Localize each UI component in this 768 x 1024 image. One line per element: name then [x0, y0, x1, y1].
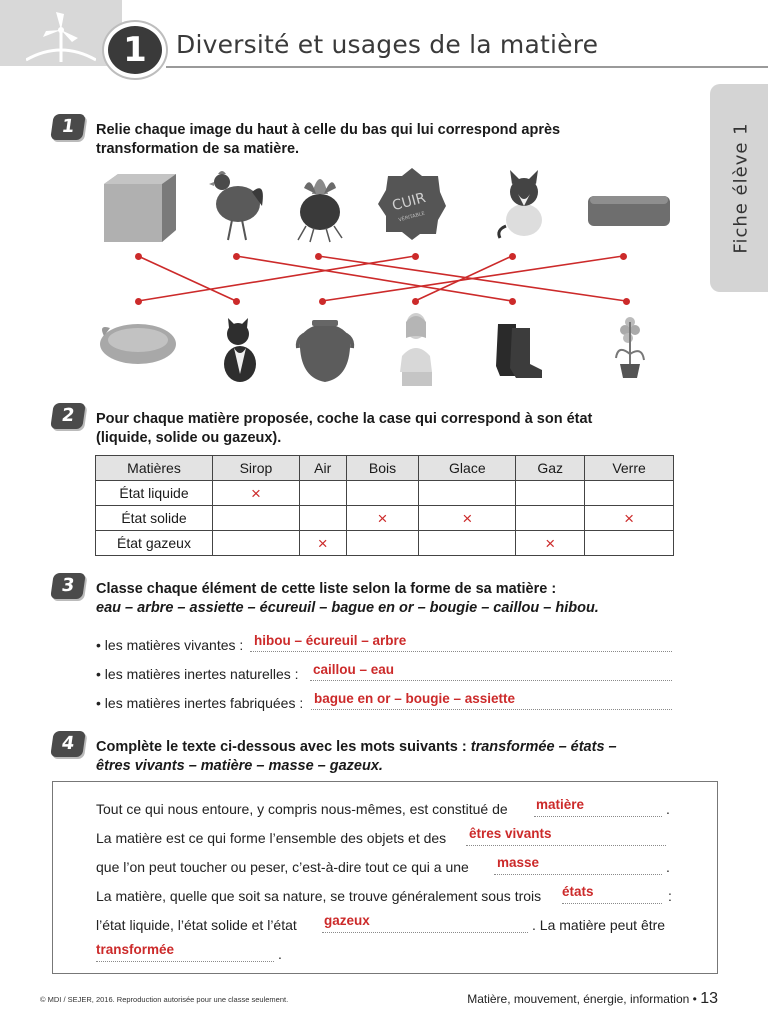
exercise-4-instruction-lead: Complète le texte ci-dessous avec les mots suivants :: [96, 739, 471, 755]
answer-line: [322, 932, 528, 933]
exercise-2-badge: 2: [50, 403, 86, 429]
table-row: [96, 531, 674, 556]
checkbox-cell[interactable]: ×: [346, 506, 419, 531]
leather-label-subtext: VÉRITABLE: [397, 210, 426, 224]
roast-chicken-icon: [98, 316, 180, 368]
checkbox-cell[interactable]: [419, 531, 516, 556]
checkbox-cell[interactable]: [516, 506, 585, 531]
line-end: :: [668, 888, 672, 904]
line-end: .: [278, 946, 282, 962]
answer-etres-vivants[interactable]: êtres vivants: [469, 826, 552, 841]
bottom-link-dot[interactable]: [623, 298, 630, 305]
checkbox-cell[interactable]: ×: [299, 531, 346, 556]
leather-label-text: CUIR: [390, 190, 428, 215]
checkbox-cell[interactable]: [346, 481, 419, 506]
boots-icon: [490, 322, 550, 378]
answer-transformee[interactable]: transformée: [96, 942, 175, 957]
answer-matiere[interactable]: matière: [536, 797, 585, 812]
exercise-4-instruction: [96, 738, 617, 776]
row-label: État gazeux: [96, 531, 213, 556]
checkbox-cell[interactable]: [516, 481, 585, 506]
line-end: .: [666, 859, 670, 875]
line-end: . La matière peut être: [532, 917, 666, 933]
top-link-dot[interactable]: [412, 253, 419, 260]
list-item-natural: • les matières inertes naturelles :: [96, 666, 299, 682]
exercise-4-word-list-a: transformée – états –: [470, 739, 617, 755]
answer-etats[interactable]: états: [562, 884, 594, 899]
checkbox-cell[interactable]: [213, 506, 300, 531]
side-tab-label: Fiche élève 1: [730, 122, 752, 254]
column-header: Glace: [419, 456, 516, 481]
checkbox-cell[interactable]: ×: [213, 481, 300, 506]
checkbox-cell[interactable]: ×: [516, 531, 585, 556]
exercise-1-instruction-line-1: Relie chaque image du haut à celle du bas qui lui correspond après: [96, 122, 561, 138]
footer-bullet: •: [692, 992, 697, 1006]
checkbox-cell[interactable]: [419, 481, 516, 506]
exercise-1-instruction-line-2: transformation de sa matière.: [96, 141, 300, 157]
marble-bust-icon: [394, 312, 440, 388]
row-label: État solide: [96, 506, 213, 531]
column-header: Air: [299, 456, 346, 481]
table-row: [96, 481, 674, 506]
checkbox-cell[interactable]: [585, 531, 674, 556]
bottom-link-dot[interactable]: [412, 298, 419, 305]
matching-line: [138, 256, 236, 301]
column-header: Bois: [346, 456, 419, 481]
checkbox-cell[interactable]: [585, 481, 674, 506]
column-header: Matières: [96, 456, 213, 481]
exercise-4-word-list-b: êtres vivants – matière – masse – gazeux.: [96, 758, 383, 774]
bottom-link-dot[interactable]: [509, 298, 516, 305]
cat-icon: [216, 318, 264, 384]
top-link-dot[interactable]: [509, 253, 516, 260]
states-table: [95, 455, 674, 556]
table-row: [96, 506, 674, 531]
answer-line: [311, 709, 672, 710]
list-item-living: • les matières vivantes :: [96, 637, 244, 653]
bottom-link-dot[interactable]: [233, 298, 240, 305]
paragraph-line: La matière est ce qui forme l’ensemble des objets et des: [96, 830, 447, 846]
bottom-link-dot[interactable]: [135, 298, 142, 305]
checkbox-cell[interactable]: [299, 506, 346, 531]
answer-line: [534, 816, 662, 817]
bottom-link-dot[interactable]: [319, 298, 326, 305]
exercise-1-badge: 1: [50, 114, 86, 140]
exercise-4-instruction-line-1: [96, 738, 617, 757]
top-link-dot[interactable]: [135, 253, 142, 260]
exercise-2-instruction: [96, 410, 592, 448]
answer-manufactured[interactable]: bague en or – bougie – assiette: [314, 691, 516, 706]
exercise-3-badge: 3: [50, 573, 86, 599]
row-label: État liquide: [96, 481, 213, 506]
top-link-dot[interactable]: [620, 253, 627, 260]
page-title: Diversité et usages de la matière: [176, 30, 599, 59]
answer-living[interactable]: hibou – écureuil – arbre: [254, 633, 407, 648]
exercise-3-instruction-line-1: Classe chaque élément de cette liste selon la forme de sa matière :: [96, 581, 557, 597]
answer-natural[interactable]: caillou – eau: [313, 662, 395, 677]
checkbox-cell[interactable]: ×: [585, 506, 674, 531]
potted-flower-icon: [614, 314, 646, 380]
answer-line: [494, 874, 662, 875]
exercise-2-instruction-line-1: Pour chaque matière proposée, coche la case qui correspond à son état: [96, 411, 593, 427]
exercise-3-word-list: eau – arbre – assiette – écureuil – bague en or – bougie – caillou – hibou.: [96, 600, 599, 616]
checkbox-cell[interactable]: ×: [419, 506, 516, 531]
top-link-dot[interactable]: [315, 253, 322, 260]
line-end: .: [666, 801, 670, 817]
column-header: Gaz: [516, 456, 585, 481]
paragraph-line: Tout ce qui nous entoure, y compris nous-mêmes, est constitué de: [96, 801, 508, 817]
column-header: Sirop: [213, 456, 300, 481]
checkbox-cell[interactable]: [299, 481, 346, 506]
answer-line: [96, 961, 274, 962]
list-item-manufactured: • les matières inertes fabriquées :: [96, 695, 304, 711]
answer-masse[interactable]: masse: [497, 855, 540, 870]
table-header-row: [96, 456, 674, 481]
chapter-number-badge: 1: [104, 22, 166, 78]
copyright-notice: © MDI / SEJER, 2016. Reproduction autorisée pour une classe seulement.: [40, 995, 289, 1004]
answer-line: [310, 680, 672, 681]
exercise-2-instruction-line-2: (liquide, solide ou gazeux).: [96, 430, 282, 446]
top-link-dot[interactable]: [233, 253, 240, 260]
checkbox-cell[interactable]: [346, 531, 419, 556]
paragraph-line: La matière, quelle que soit sa nature, se trouve généralement sous trois: [96, 888, 542, 904]
answer-line: [250, 651, 672, 652]
exercise-3-instruction: [96, 580, 599, 618]
page-number: 13: [700, 990, 718, 1007]
column-header: Verre: [585, 456, 674, 481]
answer-gazeux[interactable]: gazeux: [324, 913, 370, 928]
checkbox-cell[interactable]: [213, 531, 300, 556]
exercise-4-badge: 4: [50, 731, 86, 757]
footer-section: [467, 990, 718, 1008]
answer-line: [466, 845, 666, 846]
matching-line: [415, 256, 512, 301]
answer-line: [562, 903, 662, 904]
paragraph-line: l’état liquide, l’état solide et l’état: [96, 917, 297, 933]
paragraph-line: que l’on peut toucher ou peser, c’est-à-dire tout ce qui a une: [96, 859, 469, 875]
clay-jar-icon: [292, 318, 358, 384]
footer-section-title: Matière, mouvement, énergie, information: [467, 992, 690, 1006]
